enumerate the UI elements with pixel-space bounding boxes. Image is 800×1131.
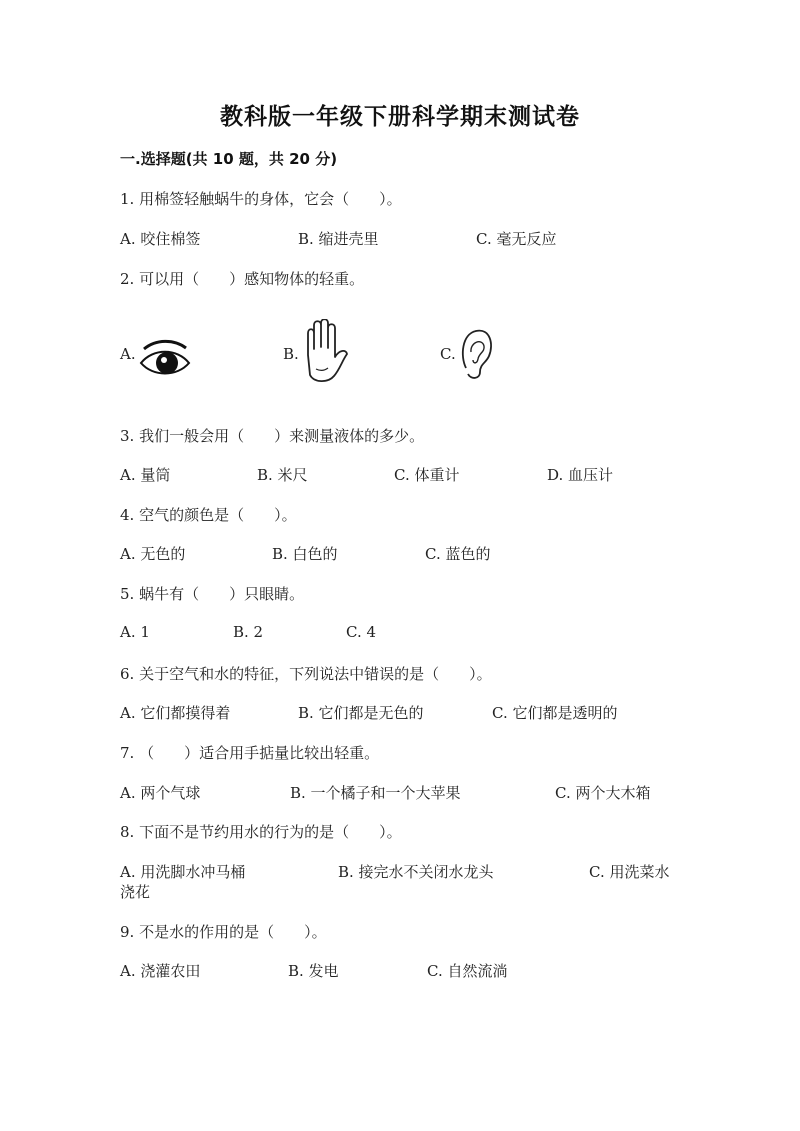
question-2: 2. 可以用（ ）感知物体的轻重。 xyxy=(120,270,365,288)
eye-icon xyxy=(138,338,192,384)
q2-option-b-label[interactable]: B. xyxy=(283,345,299,363)
q3-option-a[interactable]: A. 量筒 xyxy=(120,466,171,484)
q4-option-b[interactable]: B. 白色的 xyxy=(272,545,338,563)
q5-option-a[interactable]: A. 1 xyxy=(120,623,150,641)
question-9: 9. 不是水的作用的是（ ）。 xyxy=(120,923,327,941)
q8-option-c[interactable]: C. 用洗菜水 xyxy=(589,863,670,881)
q3-option-b[interactable]: B. 米尺 xyxy=(257,466,308,484)
q8-option-c-continued: 浇花 xyxy=(120,883,151,901)
q9-option-a[interactable]: A. 浇灌农田 xyxy=(120,962,201,980)
q5-option-b[interactable]: B. 2 xyxy=(233,623,264,641)
q2-option-a-label[interactable]: A. xyxy=(120,345,136,363)
question-1: 1. 用棉签轻触蜗牛的身体，它会（ ）。 xyxy=(120,190,402,208)
question-4: 4. 空气的颜色是（ ）。 xyxy=(120,506,297,524)
q6-option-a[interactable]: A. 它们都摸得着 xyxy=(120,704,231,722)
q9-option-b[interactable]: B. 发电 xyxy=(288,962,339,980)
question-3: 3. 我们一般会用（ ）来测量液体的多少。 xyxy=(120,427,425,445)
ear-icon xyxy=(456,326,496,382)
question-5: 5. 蜗牛有（ ）只眼睛。 xyxy=(120,585,305,603)
q3-option-c[interactable]: C. 体重计 xyxy=(394,466,460,484)
q3-option-d[interactable]: D. 血压计 xyxy=(547,466,614,484)
q1-option-b[interactable]: B. 缩进壳里 xyxy=(298,230,379,248)
q9-option-c[interactable]: C. 自然流淌 xyxy=(427,962,508,980)
q7-option-c[interactable]: C. 两个大木箱 xyxy=(555,784,651,802)
hand-icon xyxy=(296,319,354,385)
q1-option-a[interactable]: A. 咬住棉签 xyxy=(120,230,201,248)
question-7: 7. （ ）适合用手掂量比较出轻重。 xyxy=(120,744,380,762)
section-heading: 一.选择题(共 10 题，共 20 分) xyxy=(120,150,338,168)
q7-option-a[interactable]: A. 两个气球 xyxy=(120,784,201,802)
q8-option-b[interactable]: B. 接完水不关闭水龙头 xyxy=(338,863,494,881)
q5-option-c[interactable]: C. 4 xyxy=(346,623,377,641)
q4-option-a[interactable]: A. 无色的 xyxy=(120,545,186,563)
q7-option-b[interactable]: B. 一个橘子和一个大苹果 xyxy=(290,784,461,802)
q6-option-b[interactable]: B. 它们都是无色的 xyxy=(298,704,424,722)
q4-option-c[interactable]: C. 蓝色的 xyxy=(425,545,491,563)
q6-option-c[interactable]: C. 它们都是透明的 xyxy=(492,704,618,722)
q8-option-a[interactable]: A. 用洗脚水冲马桶 xyxy=(120,863,246,881)
question-6: 6. 关于空气和水的特征，下列说法中错误的是（ ）。 xyxy=(120,665,492,683)
page-title: 教科版一年级下册科学期末测试卷 xyxy=(220,104,580,130)
q2-option-c-label[interactable]: C. xyxy=(440,345,456,363)
question-8: 8. 下面不是节约用水的行为的是（ ）。 xyxy=(120,823,402,841)
q1-option-c[interactable]: C. 毫无反应 xyxy=(476,230,557,248)
